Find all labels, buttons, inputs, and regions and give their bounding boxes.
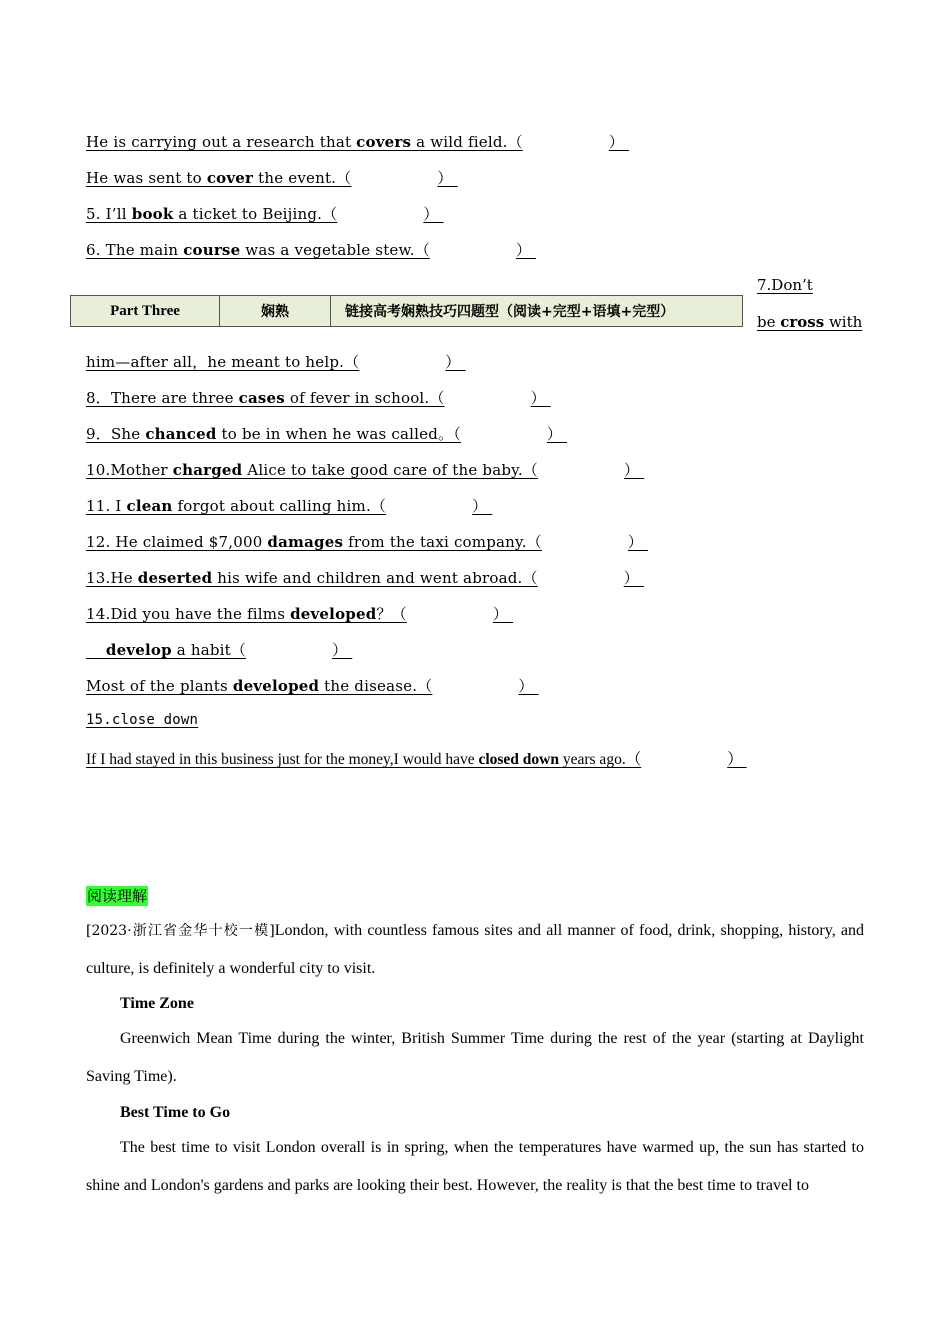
exercise-line-7-end: him—after all，he meant to help.（ ）: [86, 353, 461, 371]
banner-part-label: Part Three: [71, 296, 220, 327]
paragraph-best-time: The best time to visit London overall is in spring, when the temperatures have warmed up, the sun has started to shine and London's gardens and parks are looking their best. However, the reality is that the best time to travel to: [86, 1139, 864, 1194]
exercise-line-15: If I had stayed in this business just for the money,I would have closed down years ago.（ ）: [86, 751, 743, 768]
reading-intro: [2023·浙江省金华十校一模]London, with countless famous sites and all manner of food, drink, shopping, history, and culture, is definitely a wonderful city to visit.: [86, 922, 864, 977]
exercise-line-6: 6. The main course was a vegetable stew.（ ）: [86, 241, 532, 259]
banner-description: 链接高考娴熟技巧四题型（阅读+完型+语填+完型）: [331, 296, 743, 327]
exercise-line-8: 8．There are three cases of fever in school.（ ）: [86, 389, 546, 407]
exercise-line-7-cont: be cross with: [757, 313, 863, 331]
banner-skill-label: 娴熟: [220, 296, 331, 327]
exercise-line-14: 14.Did you have the films developed？（ ）: [86, 605, 509, 623]
reading-section-tag: 阅读理解: [87, 887, 148, 905]
heading-best-time: Best Time to Go: [120, 1104, 231, 1121]
exercise-line-15-title: 15.close down: [86, 712, 199, 728]
exercise-line-9: 9．She chanced to be in when he was called。（ ）: [86, 425, 563, 443]
heading-time-zone: Time Zone: [120, 995, 194, 1012]
exercise-line-14-habit: develop a habit（ ）: [105, 641, 348, 659]
exercise-line-11: 11. I clean forgot about calling him.（ ）: [86, 497, 488, 515]
exercise-line-13: 13.He deserted his wife and children and went abroad.（ ）: [86, 569, 639, 587]
paragraph-time-zone: Greenwich Mean Time during the winter, British Summer Time during the rest of the year (starting at Daylight Saving Time).: [86, 1030, 864, 1085]
exercise-line-covers: He is carrying out a research that covers a wild field.（ ）: [86, 133, 625, 151]
exercise-line-12: 12. He claimed $7,000 damages from the taxi company.（ ）: [86, 533, 644, 551]
exercise-line-10: 10.Mother charged Alice to take good care of the baby.（ ）: [86, 461, 640, 479]
part-three-banner: [70, 295, 743, 327]
exercise-line-5: 5. I’ll book a ticket to Beijing.（ ）: [86, 205, 439, 223]
reading-source: [2023·浙江省金华十校一模]: [86, 923, 275, 939]
exercise-line-cover: He was sent to cover the event.（ ）: [86, 169, 453, 187]
exercise-line-14-disease: Most of the plants developed the disease.（ ）: [86, 677, 534, 695]
exercise-line-7-start: 7.Don’t: [757, 276, 813, 294]
